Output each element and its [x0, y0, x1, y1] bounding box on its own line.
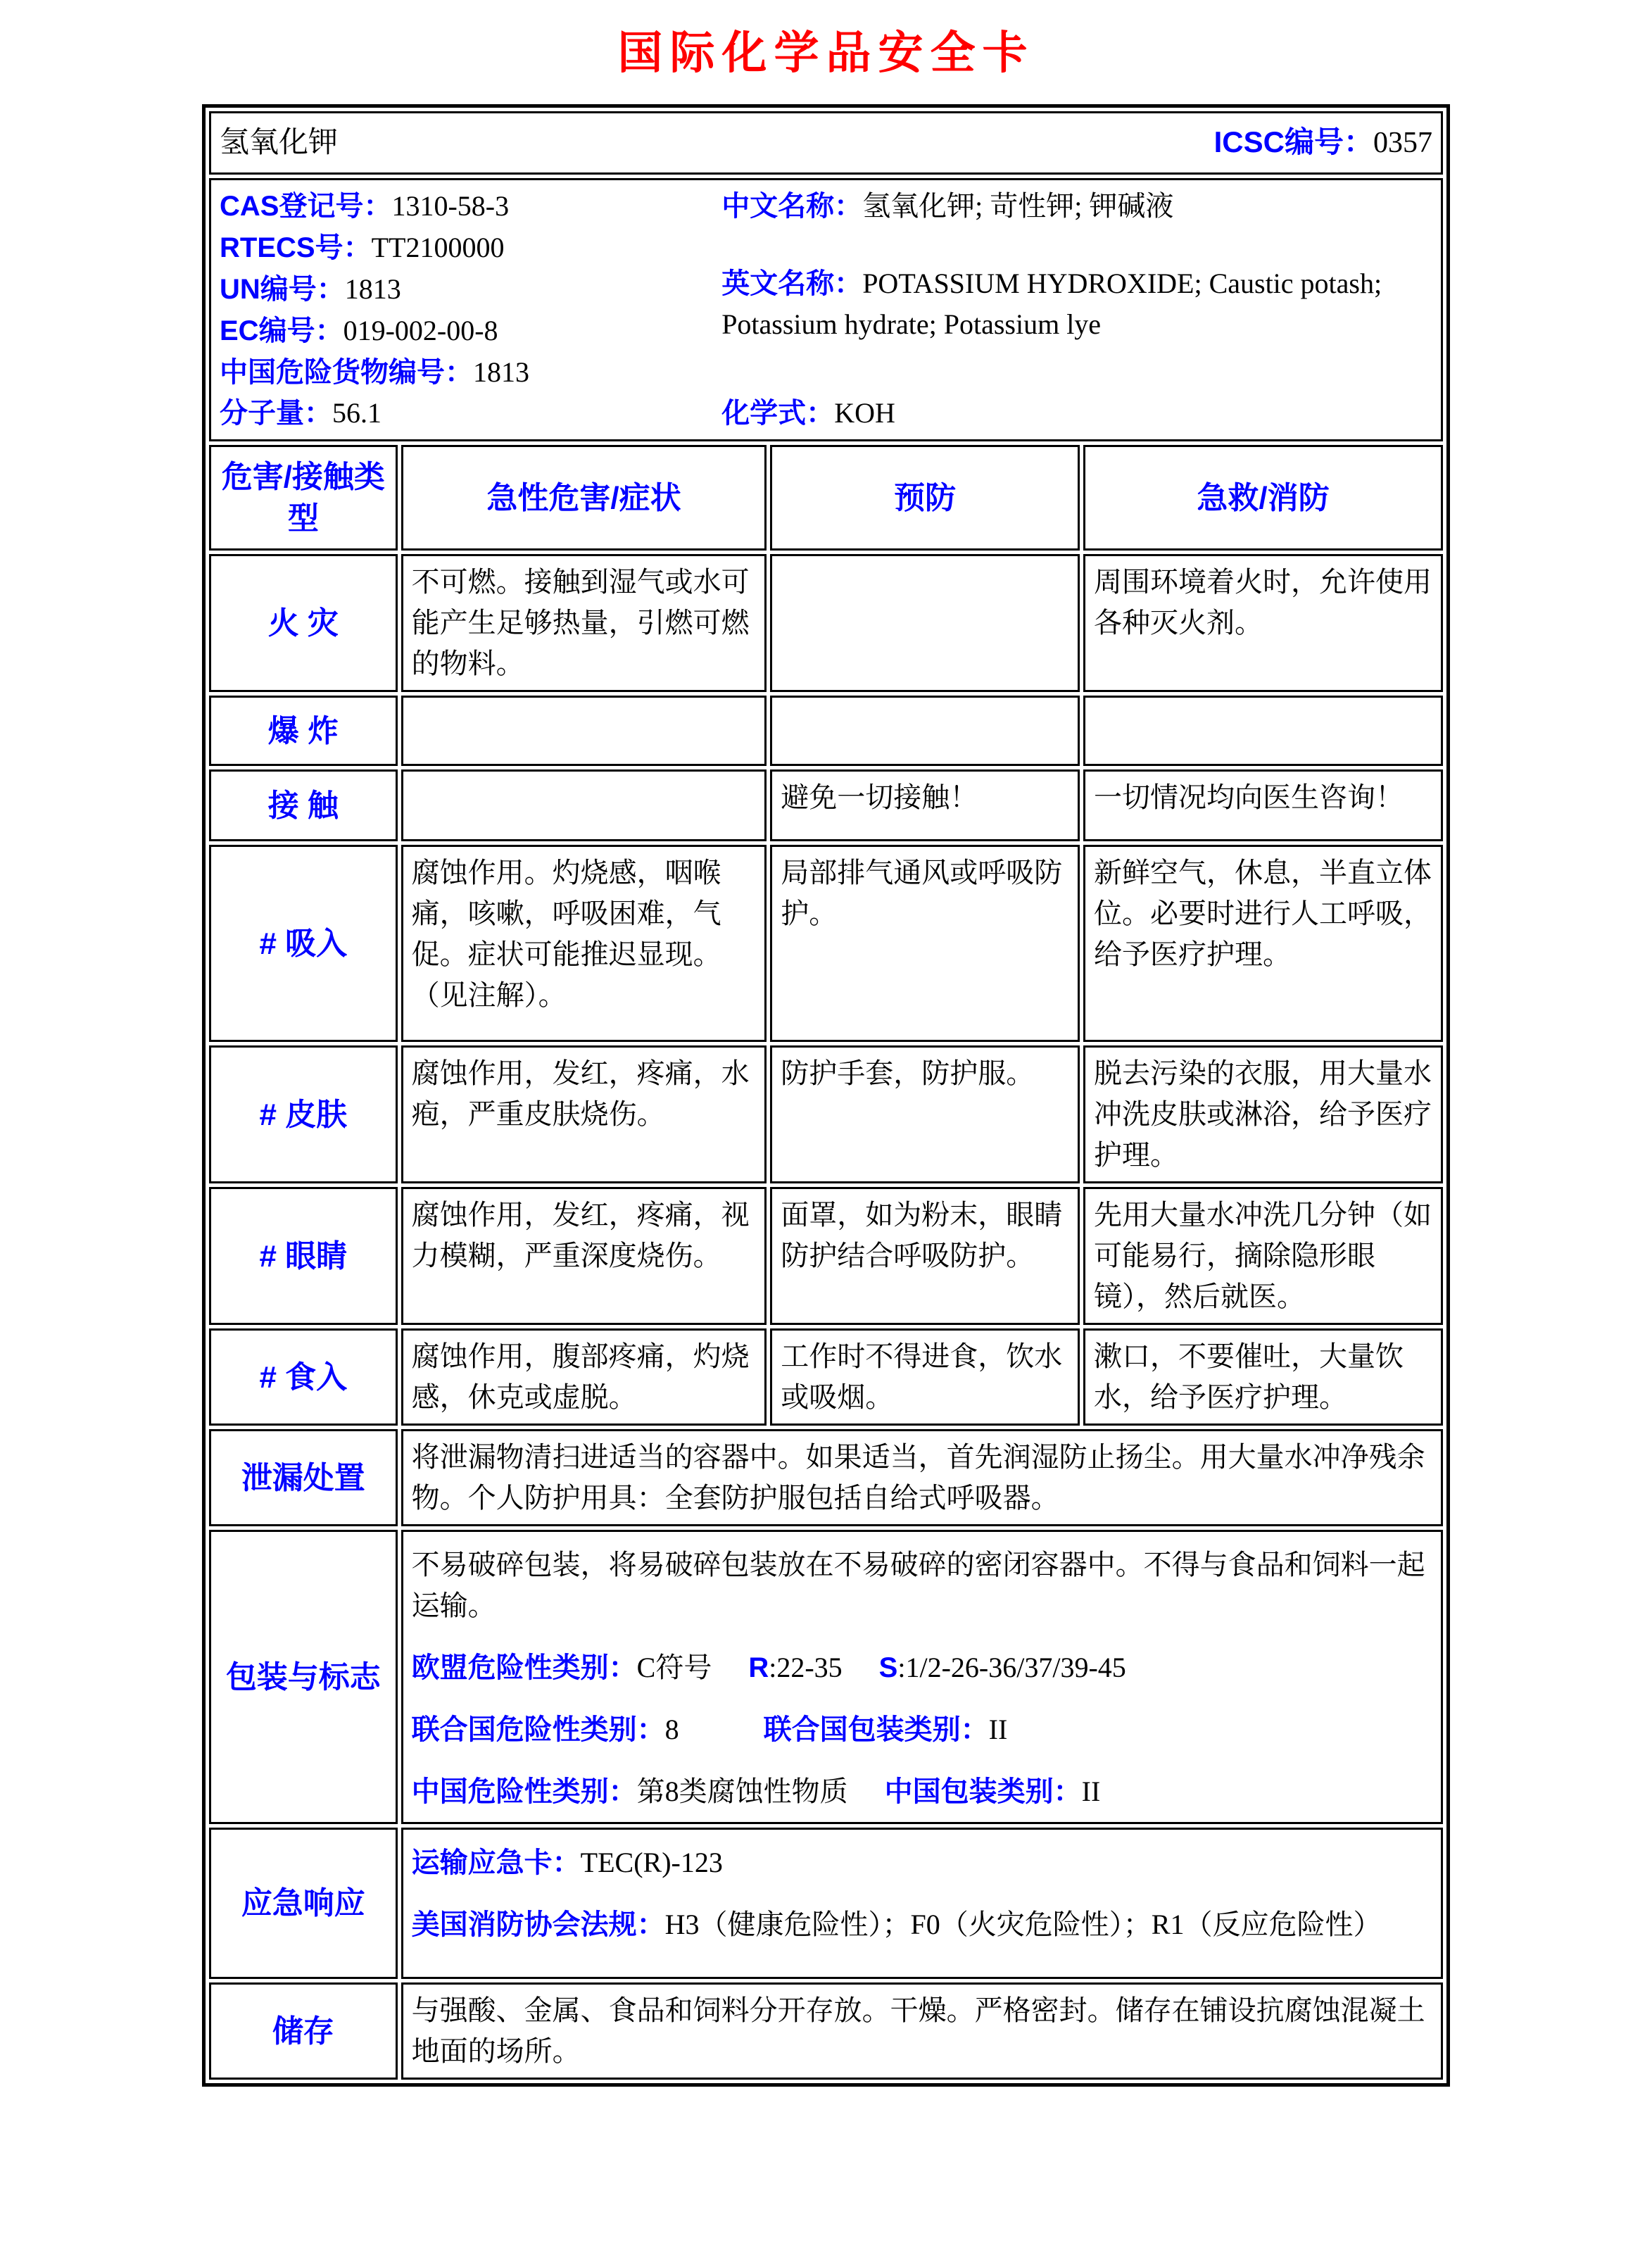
ec-value: 019-002-00-8	[343, 314, 498, 346]
contact-symptoms-cell	[401, 769, 767, 841]
en-name-label: 英文名称：	[721, 268, 863, 300]
safety-card-table	[202, 104, 1450, 2087]
row-label-explosion: 爆 炸	[209, 696, 398, 766]
contact-firstaid-cell: 一切情况均向医生咨询！	[1083, 769, 1443, 841]
mw-value: 56.1	[332, 397, 382, 429]
china-class-value: 第8类腐蚀性物质	[636, 1776, 848, 1808]
header-prevention: 预防	[770, 445, 1080, 551]
china-pack-label: 中国包装类别：	[884, 1776, 1082, 1808]
packaging-labelling-content	[401, 1530, 1443, 1824]
cas-label: CAS登记号：	[220, 191, 392, 222]
china-dangerous-goods-line	[220, 352, 705, 393]
china-pack-value: II	[1081, 1776, 1101, 1808]
china-class-line	[412, 1771, 1432, 1812]
eu-class-label: 欧盟危险性类别：	[411, 1652, 637, 1684]
un-value: 1813	[344, 272, 401, 305]
rtecs-number-line	[220, 227, 705, 268]
emergency-response-row	[209, 1828, 1443, 1979]
row-label-ingestion: # 食入	[209, 1328, 398, 1426]
card-header-bar	[220, 119, 1432, 167]
ec-label: EC编号：	[220, 315, 343, 346]
china-dg-value: 1813	[473, 356, 529, 388]
hazard-row-eyes	[209, 1187, 1443, 1325]
identifiers-right-column	[721, 186, 1432, 434]
storage-row	[209, 1982, 1443, 2080]
formula-label: 化学式：	[721, 398, 835, 429]
hazard-row-inhalation	[209, 845, 1443, 1042]
english-name-line	[721, 263, 1432, 345]
identifiers-row	[209, 178, 1443, 441]
rtecs-label: RTECS号：	[220, 232, 372, 264]
inhalation-prevention-cell: 局部排气通风或呼吸防护。	[770, 845, 1080, 1042]
ec-number-line	[220, 310, 705, 351]
header-firstaid-firefighting: 急救/消防	[1083, 445, 1443, 551]
row-label-inhalation: # 吸入	[209, 845, 398, 1042]
un-pack-label: 联合国包装类别：	[763, 1714, 989, 1746]
formula-value: KOH	[834, 397, 895, 429]
eu-class-symbol: C符号	[636, 1652, 712, 1684]
fire-firstaid-cell: 周围环境着火时，允许使用各种灭火剂。	[1083, 554, 1443, 692]
tec-label: 运输应急卡：	[411, 1847, 581, 1879]
rtecs-value: TT2100000	[371, 232, 505, 264]
eyes-prevention-cell: 面罩，如为粉末，眼睛防护结合呼吸防护。	[770, 1187, 1080, 1325]
eyes-symptoms-cell: 腐蚀作用，发红，疼痛，视力模糊，严重深度烧伤。	[401, 1187, 767, 1325]
eu-hazard-class-line	[412, 1647, 1432, 1688]
identifiers-layout	[220, 186, 1432, 434]
eu-r-label: R	[748, 1652, 769, 1684]
explosion-prevention-cell	[770, 696, 1080, 766]
packaging-transport-note: 不易破碎包装，将易破碎包装放在不易破碎的密闭容器中。不得与食品和饲料一起运输。	[411, 1549, 1425, 1622]
card-header-row	[209, 111, 1443, 175]
page-title: 国际化学品安全卡	[617, 27, 1035, 78]
card-header-cell	[209, 111, 1443, 175]
fire-prevention-cell	[770, 554, 1080, 692]
nfpa-label: 美国消防协会法规：	[411, 1909, 665, 1941]
un-class-line	[412, 1709, 1432, 1750]
eu-s-value: :1/2-26-36/37/39-45	[897, 1652, 1126, 1684]
un-label: UN编号：	[220, 273, 345, 305]
un-pack-value: II	[988, 1714, 1008, 1746]
emergency-response-content	[401, 1828, 1443, 1979]
cas-number-line	[220, 186, 705, 227]
hazard-row-skin	[209, 1045, 1443, 1183]
storage-text: 与强酸、金属、食品和饲料分开存放。干燥。严格密封。储存在铺设抗腐蚀混凝土地面的场所。	[401, 1982, 1443, 2080]
identifiers-left-column	[220, 186, 705, 434]
nfpa-code-line	[412, 1904, 1432, 1945]
contact-prevention-cell: 避免一切接触！	[770, 769, 1080, 841]
skin-prevention-cell: 防护手套，防护服。	[770, 1045, 1080, 1183]
china-dg-label: 中国危险货物编号：	[220, 356, 473, 388]
hazard-row-fire	[209, 554, 1443, 692]
ingestion-firstaid-cell: 漱口，不要催吐，大量饮水，给予医疗护理。	[1083, 1328, 1443, 1426]
chinese-name-line	[721, 186, 1432, 227]
eu-s-label: S	[878, 1652, 898, 1684]
icsc-number: 0357	[1373, 127, 1432, 160]
spill-disposal-label: 泄漏处置	[209, 1429, 398, 1526]
eyes-firstaid-cell: 先用大量水冲洗几分钟（如可能易行，摘除隐形眼镜），然后就医。	[1083, 1187, 1443, 1325]
storage-label: 储存	[209, 1982, 398, 2080]
un-number-line	[220, 269, 705, 310]
row-label-skin: # 皮肤	[209, 1045, 398, 1183]
row-label-eyes: # 眼睛	[209, 1187, 398, 1325]
un-class-label: 联合国危险性类别：	[411, 1714, 665, 1746]
chemical-name: 氢氧化钾	[220, 126, 339, 159]
spill-disposal-text: 将泄漏物清扫进适当的容器中。如果适当，首先润湿防止扬尘。用大量水冲净残余物。个人防护用具：全套防护服包括自给式呼吸器。	[401, 1429, 1443, 1526]
inhalation-symptoms-cell: 腐蚀作用。灼烧感，咽喉痛，咳嗽，呼吸困难，气促。症状可能推迟显现。（见注解）。	[401, 845, 767, 1042]
safety-card-sheet	[202, 28, 1450, 2087]
un-class-value: 8	[664, 1714, 679, 1746]
formula-line	[721, 393, 1432, 434]
header-hazard-type: 危害/接触类型	[209, 445, 398, 551]
cn-name-label: 中文名称：	[721, 191, 863, 222]
skin-firstaid-cell: 脱去污染的衣服，用大量水冲洗皮肤或淋浴，给予医疗护理。	[1083, 1045, 1443, 1183]
skin-symptoms-cell: 腐蚀作用，发红，疼痛，水疱，严重皮肤烧伤。	[401, 1045, 767, 1183]
eu-r-value: :22-35	[769, 1652, 843, 1684]
inhalation-firstaid-cell: 新鲜空气，休息，半直立体位。必要时进行人工呼吸，给予医疗护理。	[1083, 845, 1443, 1042]
explosion-symptoms-cell	[401, 696, 767, 766]
emergency-response-label: 应急响应	[209, 1828, 398, 1979]
tec-value: TEC(R)-123	[580, 1847, 723, 1879]
explosion-firstaid-cell	[1083, 696, 1443, 766]
china-class-label: 中国危险性类别：	[411, 1776, 637, 1808]
packaging-labelling-label: 包装与标志	[209, 1530, 398, 1824]
transport-emergency-card-line	[412, 1842, 1432, 1883]
ingestion-prevention-cell: 工作时不得进食，饮水或吸烟。	[770, 1328, 1080, 1426]
hazard-header-row	[209, 445, 1443, 551]
molecular-weight-line	[220, 393, 705, 434]
row-label-fire: 火 灾	[209, 554, 398, 692]
hazard-row-explosion	[209, 696, 1443, 766]
spill-disposal-row	[209, 1429, 1443, 1526]
cas-value: 1310-58-3	[391, 190, 510, 222]
row-label-contact: 接 触	[209, 769, 398, 841]
icsc-number-group	[1214, 121, 1432, 165]
identifiers-cell	[209, 178, 1443, 441]
mw-label: 分子量：	[220, 398, 332, 429]
en-name-value: POTASSIUM HYDROXIDE; Caustic potash; Potassium hydrate; Potassium lye	[721, 268, 1382, 341]
cn-name-value: 氢氧化钾; 苛性钾; 钾碱液	[862, 190, 1174, 222]
header-acute-symptoms: 急性危害/症状	[401, 445, 767, 551]
packaging-labelling-row	[209, 1530, 1443, 1824]
icsc-label: ICSC编号：	[1213, 125, 1373, 159]
hazard-row-ingestion	[209, 1328, 1443, 1426]
hazard-row-contact	[209, 769, 1443, 841]
nfpa-value: H3（健康危险性）；F0（火灾危险性）；R1（反应危险性）	[664, 1909, 1382, 1941]
ingestion-symptoms-cell: 腐蚀作用，腹部疼痛，灼烧感，休克或虚脱。	[401, 1328, 767, 1426]
fire-symptoms-cell: 不可燃。接触到湿气或水可能产生足够热量，引燃可燃的物料。	[401, 554, 767, 692]
